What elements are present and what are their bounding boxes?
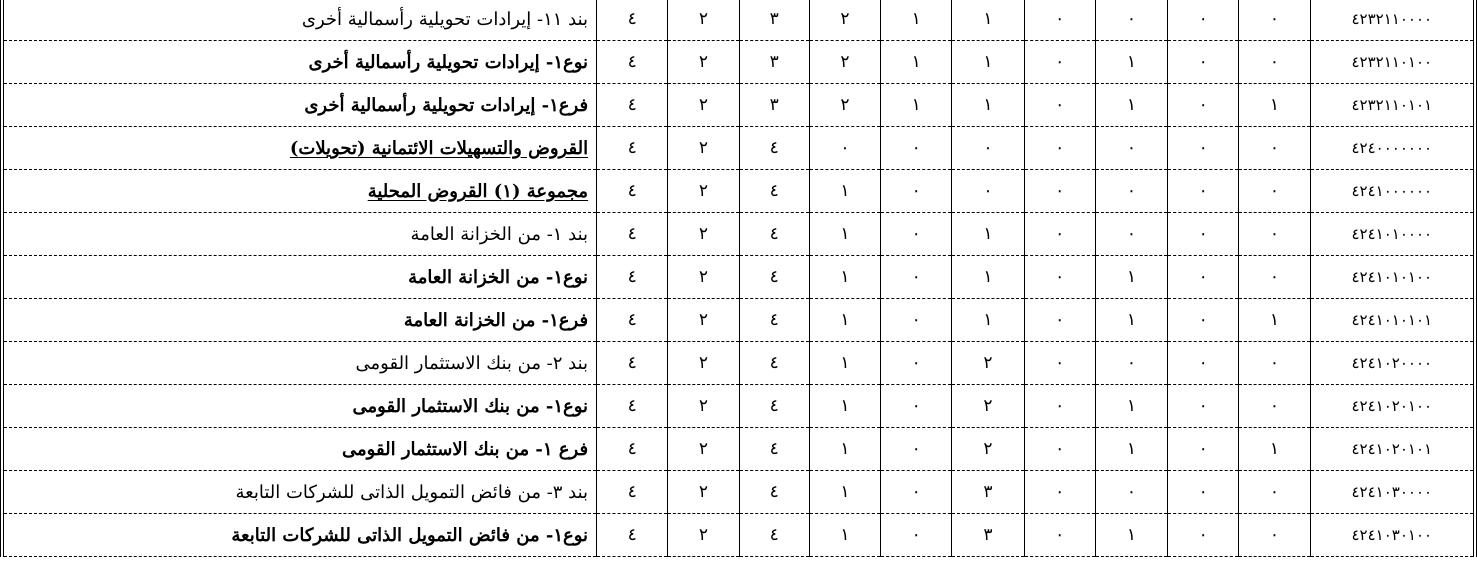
table-row	[2, 385, 1475, 428]
table-row	[2, 170, 1475, 213]
digit-cell: ٢	[809, 41, 880, 84]
description-cell	[2, 213, 597, 256]
description-cell	[2, 170, 597, 213]
digit-cell: ٠	[881, 514, 952, 557]
digit-cell: ٠	[1239, 213, 1310, 256]
digit-cell: ١	[809, 342, 880, 385]
digit-cell: ١	[1095, 256, 1167, 299]
digit-cell: ٠	[1024, 299, 1095, 342]
digit-cell: ١	[1095, 385, 1167, 428]
digit-cell: ١	[1239, 428, 1310, 471]
digit-cell: ١	[1095, 299, 1167, 342]
digit-cell: ٠	[1168, 84, 1239, 127]
account-code-cell: ٤٢٣٢١١٠١٠١	[1310, 84, 1475, 127]
description-text: القروض والتسهيلات الائتمانية (تحويلات)	[289, 137, 589, 159]
description-text: بند ٣- من فائض التمويل الذاتى للشركات التابعة	[235, 481, 589, 503]
digit-cell: ٠	[1239, 471, 1310, 514]
digit-cell: ٠	[1168, 41, 1239, 84]
digit-cell: ٣	[739, 41, 809, 84]
digit-cell: ٠	[1168, 0, 1239, 41]
digit-cell: ٢	[668, 428, 739, 471]
digit-cell: ١	[952, 41, 1024, 84]
digit-cell: ٠	[1239, 256, 1310, 299]
digit-cell: ١	[881, 41, 952, 84]
digit-cell: ١	[809, 471, 880, 514]
digit-cell: ١	[809, 256, 880, 299]
description-text: نوع١- إيرادات تحويلية رأسمالية أخرى	[308, 51, 589, 73]
digit-cell: ٠	[881, 342, 952, 385]
digit-cell: ٤	[597, 256, 668, 299]
digit-cell: ٤	[597, 41, 668, 84]
digit-cell: ٢	[668, 342, 739, 385]
digit-cell: ٠	[1024, 385, 1095, 428]
description-cell	[2, 342, 597, 385]
digit-cell: ٤	[739, 213, 809, 256]
digit-cell: ١	[809, 514, 880, 557]
digit-cell: ٠	[1095, 342, 1167, 385]
digit-cell: ٠	[1168, 428, 1239, 471]
digit-cell: ٠	[952, 127, 1024, 170]
digit-cell: ٠	[1024, 170, 1095, 213]
digit-cell: ٠	[1024, 84, 1095, 127]
digit-cell: ٢	[668, 0, 739, 41]
digit-cell: ٠	[1168, 471, 1239, 514]
digit-cell: ٠	[809, 127, 880, 170]
account-code-cell: ٤٢٤١٠٣٠١٠٠	[1310, 514, 1475, 557]
account-code-cell: ٤٢٤١٠١٠١٠٠	[1310, 256, 1475, 299]
digit-cell: ٤	[597, 127, 668, 170]
digit-cell: ١	[1095, 84, 1167, 127]
account-code-cell: ٤٢٤١٠٢٠١٠١	[1310, 428, 1475, 471]
digit-cell: ٤	[739, 342, 809, 385]
description-text: بند ١١- إيرادات تحويلية رأسمالية أخرى	[301, 8, 589, 30]
description-text: بند ١- من الخزانة العامة	[410, 223, 589, 245]
digit-cell: ٠	[1024, 127, 1095, 170]
digit-cell: ٠	[1239, 127, 1310, 170]
description-text: فرع١- إيرادات تحويلية رأسمالية أخرى	[304, 94, 589, 116]
account-code-cell: ٤٢٤١٠٠٠٠٠٠	[1310, 170, 1475, 213]
digit-cell: ١	[809, 213, 880, 256]
account-code-cell: ٤٢٣٢١١٠١٠٠	[1310, 41, 1475, 84]
digit-cell: ٠	[881, 127, 952, 170]
digit-cell: ٠	[1024, 428, 1095, 471]
description-cell	[2, 428, 597, 471]
digit-cell: ٠	[881, 256, 952, 299]
description-cell	[2, 41, 597, 84]
account-code-cell: ٤٢٤٠٠٠٠٠٠٠	[1310, 127, 1475, 170]
digit-cell: ١	[809, 170, 880, 213]
digit-cell: ٠	[1168, 342, 1239, 385]
table-row	[2, 299, 1475, 342]
digit-cell: ٣	[952, 471, 1024, 514]
table-row	[2, 514, 1475, 557]
description-text: نوع١- من بنك الاستثمار القومى	[352, 395, 589, 417]
digit-cell: ٠	[1024, 0, 1095, 41]
description-text: نوع١- من فائض التمويل الذاتى للشركات التابعة	[231, 524, 589, 546]
digit-cell: ١	[952, 84, 1024, 127]
digit-cell: ٢	[668, 127, 739, 170]
digit-cell: ٠	[1239, 385, 1310, 428]
digit-cell: ٤	[739, 299, 809, 342]
description-cell	[2, 514, 597, 557]
digit-cell: ٢	[952, 342, 1024, 385]
digit-cell: ٠	[1095, 170, 1167, 213]
account-code-cell: ٤٢٤١٠٢٠٠٠٠	[1310, 342, 1475, 385]
digit-cell: ٠	[1024, 471, 1095, 514]
digit-cell: ٢	[668, 41, 739, 84]
digit-cell: ٠	[1024, 514, 1095, 557]
digit-cell: ٤	[597, 0, 668, 41]
digit-cell: ١	[952, 0, 1024, 41]
digit-cell: ٤	[597, 514, 668, 557]
digit-cell: ١	[1239, 84, 1310, 127]
digit-cell: ١	[1095, 41, 1167, 84]
digit-cell: ٢	[809, 84, 880, 127]
digit-cell: ٠	[1024, 41, 1095, 84]
digit-cell: ٠	[1024, 256, 1095, 299]
digit-cell: ٢	[668, 170, 739, 213]
digit-cell: ١	[952, 213, 1024, 256]
description-cell	[2, 471, 597, 514]
digit-cell: ٢	[952, 428, 1024, 471]
digit-cell: ١	[1095, 428, 1167, 471]
digit-cell: ٤	[597, 213, 668, 256]
digit-cell: ٠	[881, 170, 952, 213]
digit-cell: ٤	[739, 170, 809, 213]
digit-cell: ٠	[881, 385, 952, 428]
digit-cell: ٠	[1095, 471, 1167, 514]
digit-cell: ٤	[739, 385, 809, 428]
digit-cell: ٢	[668, 471, 739, 514]
description-text: نوع١- من الخزانة العامة	[408, 266, 589, 288]
digit-cell: ٢	[952, 385, 1024, 428]
description-text: فرع١- من الخزانة العامة	[403, 309, 589, 331]
digit-cell: ٤	[739, 428, 809, 471]
digit-cell: ١	[881, 84, 952, 127]
table-row	[2, 127, 1475, 170]
description-cell	[2, 299, 597, 342]
digit-cell: ٤	[597, 342, 668, 385]
digit-cell: ٢	[668, 299, 739, 342]
digit-cell: ٠	[1239, 41, 1310, 84]
digit-cell: ٤	[597, 428, 668, 471]
digit-cell: ٠	[881, 299, 952, 342]
digit-cell: ٤	[739, 127, 809, 170]
digit-cell: ٤	[597, 471, 668, 514]
digit-cell: ٤	[739, 514, 809, 557]
digit-cell: ٣	[739, 0, 809, 41]
digit-cell: ١	[809, 428, 880, 471]
digit-cell: ٠	[1024, 342, 1095, 385]
digit-cell: ١	[952, 299, 1024, 342]
digit-cell: ٠	[1095, 0, 1167, 41]
digit-cell: ٠	[1168, 385, 1239, 428]
digit-cell: ٤	[597, 84, 668, 127]
digit-cell: ٤	[597, 170, 668, 213]
digit-cell: ٤	[597, 385, 668, 428]
table-row	[2, 471, 1475, 514]
digit-cell: ١	[1095, 514, 1167, 557]
description-text: مجموعة (١) القروض المحلية	[367, 180, 589, 202]
digit-cell: ٣	[952, 514, 1024, 557]
digit-cell: ٠	[1095, 213, 1167, 256]
digit-cell: ٠	[1095, 127, 1167, 170]
digit-cell: ١	[881, 0, 952, 41]
account-code-cell: ٤٢٤١٠٢٠١٠٠	[1310, 385, 1475, 428]
description-cell	[2, 0, 597, 41]
digit-cell: ٠	[1168, 514, 1239, 557]
account-code-cell: ٤٢٤١٠١٠٠٠٠	[1310, 213, 1475, 256]
digit-cell: ٢	[668, 213, 739, 256]
description-cell	[2, 385, 597, 428]
table-row	[2, 0, 1475, 41]
digit-cell: ٤	[739, 256, 809, 299]
table-row	[2, 342, 1475, 385]
digit-cell: ٠	[1239, 514, 1310, 557]
account-code-cell: ٤٢٤١٠٣٠٠٠٠	[1310, 471, 1475, 514]
description-cell	[2, 127, 597, 170]
digit-cell: ١	[809, 299, 880, 342]
table-row	[2, 41, 1475, 84]
digit-cell: ٢	[668, 84, 739, 127]
digit-cell: ٠	[881, 428, 952, 471]
digit-cell: ٠	[1168, 170, 1239, 213]
table-body	[2, 0, 1475, 557]
digit-cell: ١	[809, 385, 880, 428]
digit-cell: ٣	[739, 84, 809, 127]
digit-cell: ٠	[1168, 213, 1239, 256]
digit-cell: ٠	[1168, 127, 1239, 170]
digit-cell: ٠	[881, 471, 952, 514]
table-row	[2, 256, 1475, 299]
digit-cell: ٠	[1024, 213, 1095, 256]
digit-cell: ١	[952, 256, 1024, 299]
table-row	[2, 84, 1475, 127]
digit-cell: ٢	[809, 0, 880, 41]
account-code-cell: ٤٢٣٢١١٠٠٠٠	[1310, 0, 1475, 41]
table-row	[2, 428, 1475, 471]
digit-cell: ٤	[739, 471, 809, 514]
description-cell	[2, 256, 597, 299]
digit-cell: ١	[1239, 299, 1310, 342]
digit-cell: ٠	[881, 213, 952, 256]
table-row	[2, 213, 1475, 256]
digit-cell: ٠	[1239, 170, 1310, 213]
description-text: فرع ١- من بنك الاستثمار القومى	[342, 438, 589, 460]
account-code-cell: ٤٢٤١٠١٠١٠١	[1310, 299, 1475, 342]
digit-cell: ٠	[1239, 0, 1310, 41]
digit-cell: ٢	[668, 385, 739, 428]
digit-cell: ٠	[1168, 299, 1239, 342]
digit-cell: ٢	[668, 514, 739, 557]
description-cell	[2, 84, 597, 127]
description-text: بند ٢- من بنك الاستثمار القومى	[355, 352, 589, 374]
digit-cell: ٠	[1239, 342, 1310, 385]
digit-cell: ٠	[1168, 256, 1239, 299]
digit-cell: ٢	[668, 256, 739, 299]
digit-cell: ٤	[597, 299, 668, 342]
digit-cell: ٠	[952, 170, 1024, 213]
